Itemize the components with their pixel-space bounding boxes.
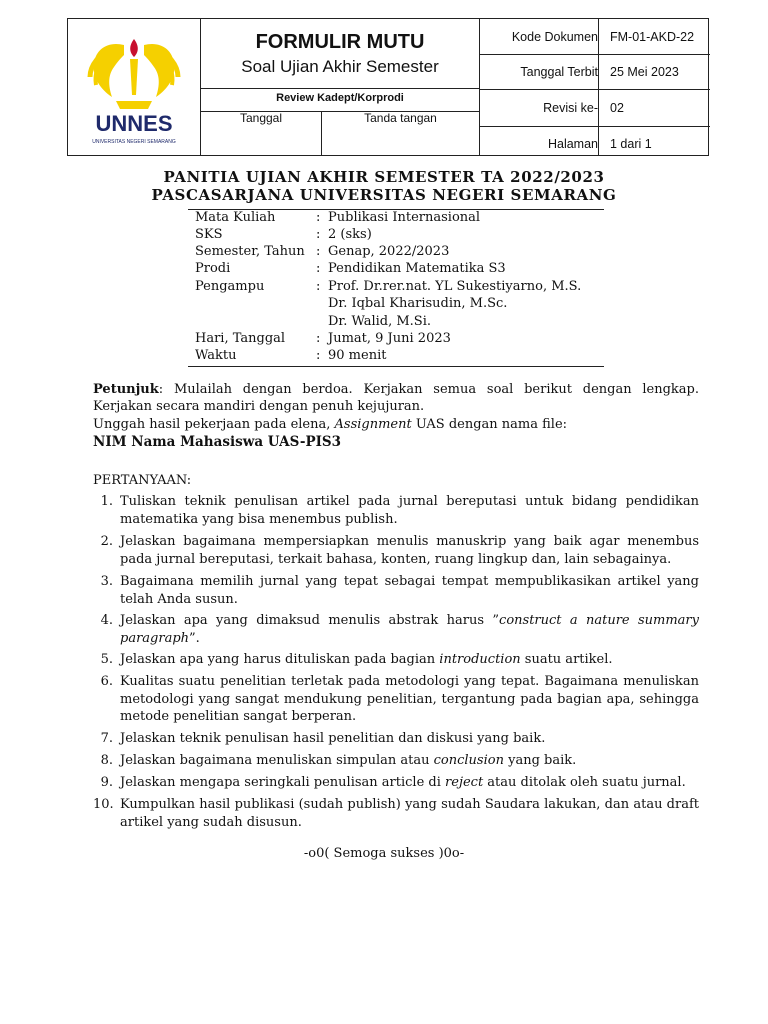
- question-text: Jelaskan bagaimana mempersiapkan menulis manuskrip yang baik agar menembus pada jurnal bereputasi, terkait bahasa, konten, ruang lingkup dan, lain sebagainya.: [120, 534, 699, 567]
- form-header-table: [67, 18, 709, 156]
- question-text: Jelaskan bagaimana menuliskan simpulan atau: [120, 753, 434, 768]
- instructions-text: : Mulailah dengan berdoa. Kerjakan semua soal berikut dengan lengkap. Kerjakan secara mandiri dengan penuh kejujuran.: [93, 382, 699, 414]
- info-bottom-rule: [188, 366, 604, 367]
- question-text: Jelaskan apa yang dimaksud menulis abstrak harus ”: [120, 613, 500, 628]
- tanggal-label: Tanggal: [239, 111, 283, 125]
- form-title: FORMULIR MUTU: [255, 31, 425, 53]
- info-label: Semester, Tahun: [195, 244, 305, 259]
- question-text: Kumpulkan hasil publikasi (sudah publish) yang sudah Saudara lakukan, dan atau draft artikel yang sudah disusun.: [120, 797, 699, 830]
- meta-label-kode: Kode Dokumen: [511, 30, 598, 44]
- info-value: Dr. Walid, M.Si.: [328, 314, 431, 329]
- info-label: Prodi: [195, 261, 231, 276]
- question-text-end: atau ditolak oleh suatu jurnal.: [483, 775, 686, 790]
- meta-value-revisi: 02: [610, 101, 624, 115]
- info-value: Jumat, 9 Juni 2023: [328, 331, 451, 346]
- question-emphasis: construct a nature summary paragraph: [120, 613, 699, 646]
- info-label: SKS: [195, 227, 223, 242]
- upload-instructions: [93, 416, 699, 433]
- question-number: 2.: [100, 534, 113, 549]
- question-emphasis: conclusion: [433, 753, 504, 768]
- review-label: Review Kadept/Korprodi: [276, 92, 404, 104]
- question-number: 1.: [100, 494, 113, 509]
- question-number: 9.: [100, 775, 113, 790]
- question-number: 3.: [100, 574, 113, 589]
- question-text: Kualitas suatu penelitian terletak pada metodologi yang tepat. Bagaimana menuliskan metodologi yang sangat mendukung penelitian, tergantung pada bagian apa, sehingga metode penelitian sangat berperan.: [120, 674, 699, 724]
- meta-label-halaman: Halaman: [547, 137, 598, 151]
- question-text: Tuliskan teknik penulisan artikel pada jurnal bereputasi untuk bidang pendidikan matematika yang bisa menembus publish.: [120, 494, 699, 527]
- questions-heading: PERTANYAAN:: [93, 473, 192, 488]
- logo-emblem-icon: [90, 39, 178, 109]
- exam-title-line2: PASCASARJANA UNIVERSITAS NEGERI SEMARANG: [151, 186, 617, 204]
- question-text: Jelaskan teknik penulisan hasil penelitian dan diskusi yang baik.: [120, 731, 546, 746]
- question-text: Jelaskan apa yang harus dituliskan pada bagian: [120, 652, 440, 667]
- meta-label-revisi: Revisi ke-: [543, 101, 598, 115]
- info-label: Hari, Tanggal: [195, 331, 286, 346]
- info-label: Mata Kuliah: [195, 210, 276, 225]
- info-label: Waktu: [195, 348, 237, 363]
- closing-text: -o0( Semoga sukses )0o-: [303, 846, 465, 861]
- meta-value-kode: FM-01-AKD-22: [610, 30, 695, 44]
- tanda-tangan-label: Tanda tangan: [364, 111, 437, 125]
- info-value: Genap, 2022/2023: [328, 244, 450, 259]
- instructions: [93, 381, 699, 415]
- question-number: 6.: [100, 674, 113, 689]
- logo-text: UNNES: [95, 111, 173, 136]
- meta-value-tanggal-terbit: 25 Mei 2023: [610, 65, 679, 79]
- question-number: 7.: [100, 731, 113, 746]
- question-number: 8.: [100, 753, 113, 768]
- question-text-end: yang baik.: [503, 753, 577, 768]
- info-value: Prof. Dr.rer.nat. YL Sukestiyarno, M.S.: [328, 279, 582, 294]
- info-value: Pendidikan Matematika S3: [328, 261, 506, 276]
- question-text-end: suatu artikel.: [520, 652, 613, 667]
- question-text: Jelaskan mengapa seringkali penulisan article di: [120, 775, 446, 790]
- exam-title-line1: PANITIA UJIAN AKHIR SEMESTER TA 2022/2023: [163, 168, 605, 186]
- info-value: Publikasi Internasional: [328, 210, 481, 225]
- question-text-end: ”.: [189, 630, 200, 646]
- question-emphasis: reject: [445, 775, 484, 790]
- info-value: Dr. Iqbal Kharisudin, M.Sc.: [328, 296, 508, 311]
- meta-value-halaman: 1 dari 1: [610, 137, 652, 151]
- unnes-logo: [68, 19, 200, 155]
- info-label: Pengampu: [195, 279, 265, 294]
- upload-filename: NIM Nama Mahasiswa UAS-PIS3: [93, 434, 342, 450]
- form-subtitle: Soal Ujian Akhir Semester: [241, 57, 439, 76]
- question-text: Bagaimana memilih jurnal yang tepat sebagai tempat mempublikasikan artikel yang telah Anda susun.: [120, 574, 699, 607]
- logo-subtext: UNIVERSITAS NEGERI SEMARANG: [92, 139, 176, 145]
- info-value: 2 (sks): [328, 227, 372, 242]
- question-number: 5.: [100, 652, 113, 667]
- info-value: 90 menit: [328, 348, 387, 363]
- meta-label-tanggal-terbit: Tanggal Terbit: [520, 65, 598, 79]
- upload-text-a: Unggah hasil pekerjaan pada elena,: [93, 417, 335, 432]
- question-emphasis: introduction: [439, 652, 521, 667]
- question-number: 4.: [100, 613, 113, 628]
- upload-text-b: UAS dengan nama file:: [411, 417, 568, 432]
- upload-text-emphasis: Assignment: [334, 417, 412, 432]
- instructions-label: Petunjuk: [93, 382, 159, 397]
- question-number: 10.: [93, 797, 114, 812]
